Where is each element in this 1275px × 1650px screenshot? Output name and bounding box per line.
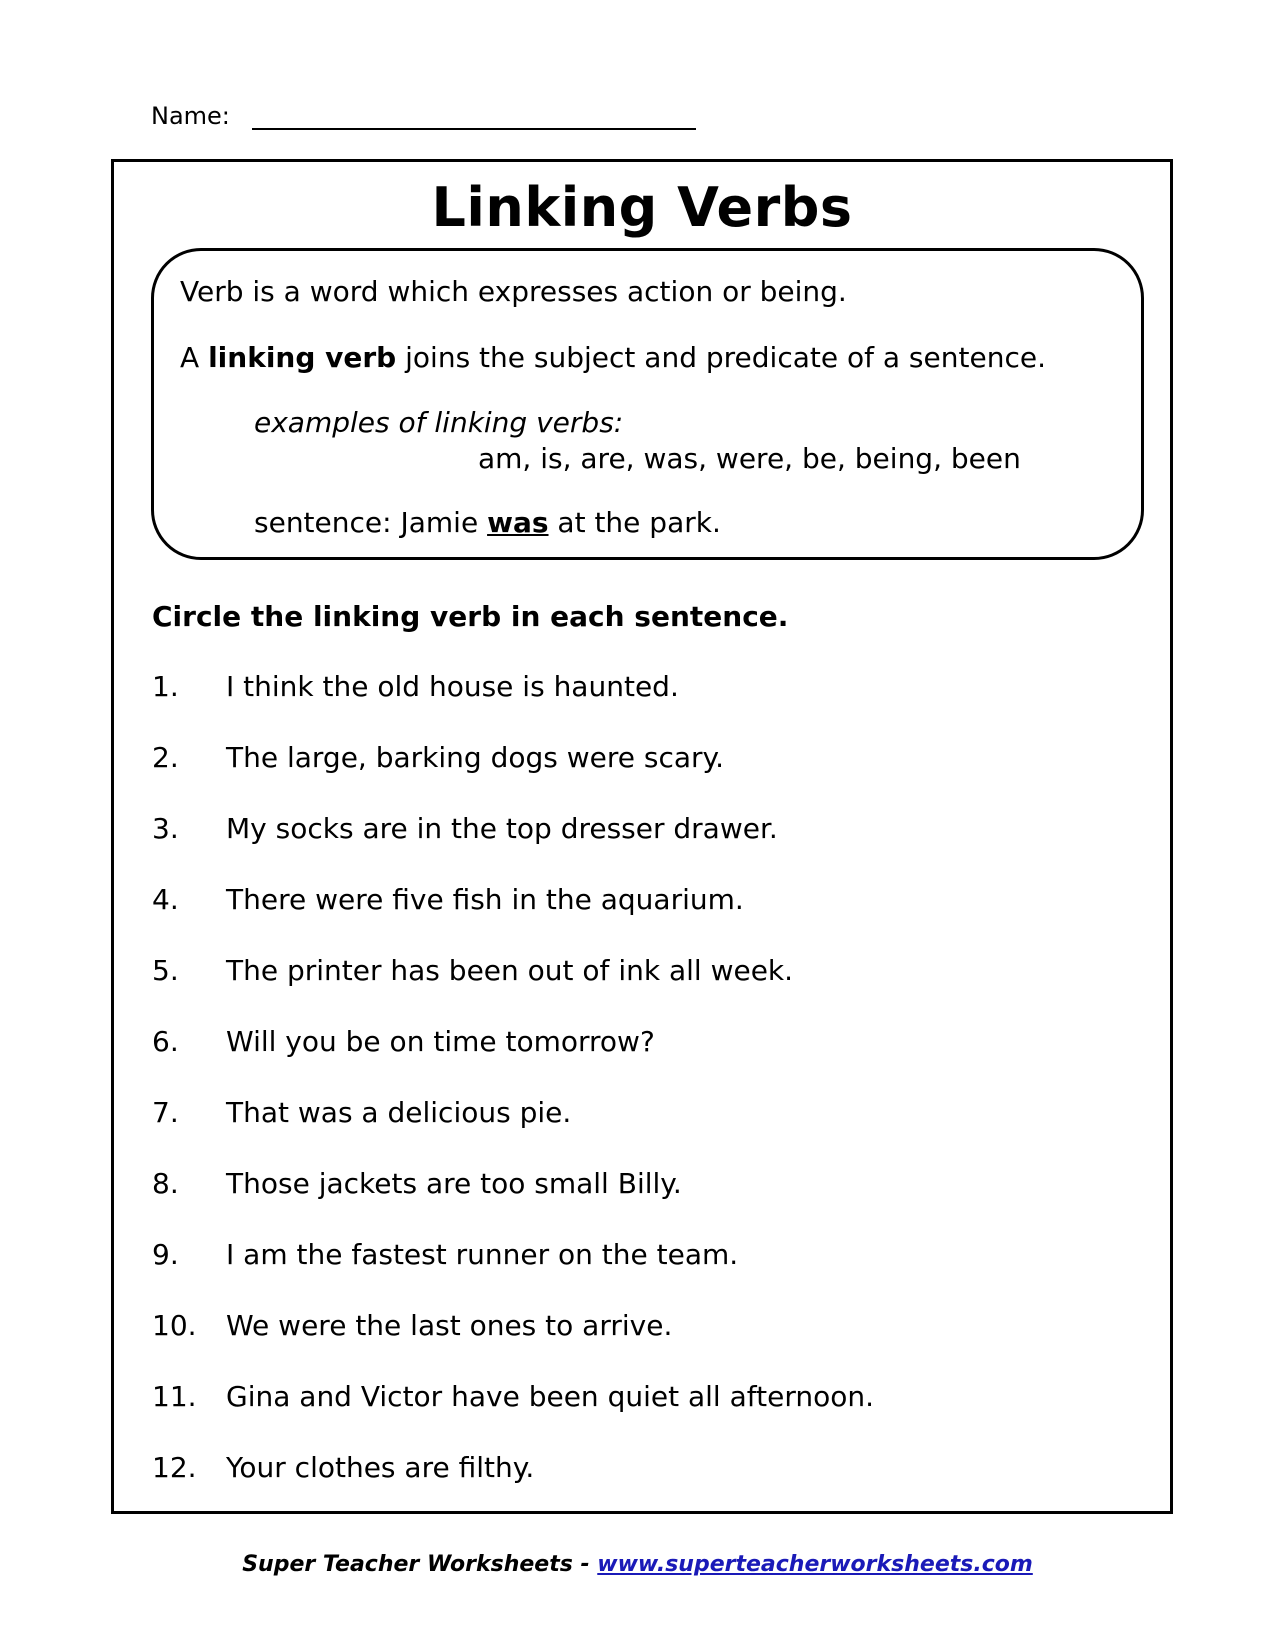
question-text[interactable]: The printer has been out of ink all week. [226,954,794,987]
example-sentence-suffix: at the park. [548,506,721,539]
question-number: 4. [152,883,179,916]
question-item[interactable] [152,954,1132,1025]
linking-verb-term: linking verb [208,341,397,374]
question-number: 12. [152,1451,197,1484]
question-number: 2. [152,741,179,774]
worksheet-frame [111,159,1173,1514]
question-item[interactable] [152,1380,1132,1451]
linking-verb-definition-prefix: A [180,341,209,374]
example-sentence [254,506,721,539]
question-item[interactable] [152,812,1132,883]
example-sentence-prefix: sentence: Jamie [254,506,488,539]
question-number: 7. [152,1096,179,1129]
question-text[interactable]: Will you be on time tomorrow? [226,1025,655,1058]
question-text[interactable]: My socks are in the top dresser drawer. [226,812,778,845]
question-text[interactable]: Your clothes are filthy. [226,1451,535,1484]
question-number: 8. [152,1167,179,1200]
name-field-row [151,102,696,130]
question-list [152,670,1132,1522]
examples-list: am, is, are, was, were, be, being, been [478,442,1021,475]
question-number: 6. [152,1025,179,1058]
question-text[interactable]: Gina and Victor have been quiet all afternoon. [226,1380,874,1413]
question-item[interactable] [152,1167,1132,1238]
question-text[interactable]: I think the old house is haunted. [226,670,679,703]
example-sentence-verb: was [487,506,549,539]
question-text[interactable]: That was a delicious pie. [226,1096,572,1129]
footer-separator: - [572,1552,598,1577]
question-item[interactable] [152,741,1132,812]
question-number: 3. [152,812,179,845]
question-item[interactable] [152,1025,1132,1096]
question-text[interactable]: We were the last ones to arrive. [226,1309,673,1342]
name-blank-line[interactable] [252,104,696,130]
question-number: 11. [152,1380,197,1413]
question-text[interactable]: There were five fish in the aquarium. [226,883,744,916]
question-item[interactable] [152,1096,1132,1167]
question-text[interactable]: The large, barking dogs were scary. [226,741,725,774]
instructions: Circle the linking verb in each sentence. [152,600,789,633]
question-text[interactable]: I am the fastest runner on the team. [226,1238,739,1271]
linking-verb-definition-suffix: joins the subject and predicate of a sentence. [396,341,1046,374]
question-number: 5. [152,954,179,987]
page-title: Linking Verbs [431,176,853,239]
question-item[interactable] [152,883,1132,954]
question-item[interactable] [152,1451,1132,1522]
definition-box [151,248,1144,560]
examples-label: examples of linking verbs: [254,406,624,439]
linking-verb-definition [180,341,1046,374]
question-item[interactable] [152,1238,1132,1309]
footer [0,1552,1275,1577]
footer-link[interactable]: www.superteacherworksheets.com [597,1552,1033,1577]
question-item[interactable] [152,670,1132,741]
verb-definition: Verb is a word which expresses action or being. [180,275,847,308]
question-number: 9. [152,1238,179,1271]
footer-brand: Super Teacher Worksheets [242,1552,573,1577]
question-text[interactable]: Those jackets are too small Billy. [226,1167,682,1200]
question-item[interactable] [152,1309,1132,1380]
question-number: 10. [152,1309,197,1342]
question-number: 1. [152,670,179,703]
name-label: Name: [151,102,230,130]
